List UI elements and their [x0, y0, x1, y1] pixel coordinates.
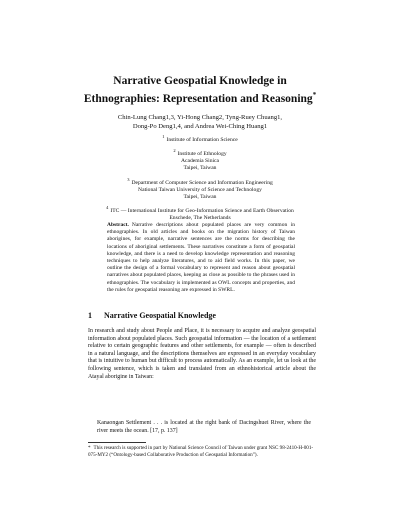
affiliation-4-line-1-text: ITC — International Institute for Geo-Information Science and Earth Observation: [110, 207, 294, 214]
section-heading: [88, 311, 216, 321]
affiliation-3-line-3: Taipei, Taiwan: [183, 193, 217, 200]
footnote-mark: *: [88, 445, 91, 451]
title-line-2-text: Ethnographies: Representation and Reasoning: [83, 92, 313, 105]
affiliation-2-line-3: Taipei, Taiwan: [183, 165, 217, 172]
affiliation-4: [0, 204, 400, 222]
affiliation-4-line-1: [0, 204, 400, 215]
block-quote: Kanaongan Settlement . . . is located at the right bank of Dacingshuei River, where the river meets the ocean. [17, p. 137]: [97, 420, 311, 434]
footnote-divider: [88, 442, 146, 443]
affiliation-1: [0, 133, 400, 144]
affiliation-1-mark: 1: [162, 134, 165, 139]
title-line-2: [0, 88, 400, 106]
affiliation-3: [0, 176, 400, 201]
affiliation-3-line-2: National Taiwan University of Science and Technology: [138, 186, 262, 193]
footnote-text: This research is supported in part by National Science Council of Taiwan under grant NSC 98-2410-H-001-075-MY2 (“Ontology-based Collaborative Production of Geospatial Information”).: [88, 445, 314, 458]
title-line-1: Narrative Geospatial Knowledge in: [113, 75, 287, 87]
body-paragraph: In research and study about People and Place, it is necessary to acquire and analyze geospatial information about populated places. Such geospatial information — the location of a settlement relative to certain geographic features and other settlements, for example — often is described in a natural language, and the descriptions themselves are expressed in an everyday vocabulary that is intuitive to human but difficult to process automatically. As an example, let us look at the following sentence, which is taken and translated from an ethnohistorical article about the Atayal aborigine in Taiwan:: [88, 328, 316, 380]
abstract-text: Narrative descriptions about populated places are very common in ethnographies. In old articles and books on the migration history of Taiwan aborigines, for example, narrative sentences are the norms for describing the locations of aboriginal settlements. These narratives constitute a form of geospatial knowledge, and there is a need to develop knowledge representation and reasoning techniques to help analyze literatures, and to aid field works. In this paper, we outline the design of a formal vocabulary to represent and reason about geospatial narratives about populated places, keeping as close as possible to the phrases used in ethnographies. The vocabulary is implemented as OWL concepts and properties, and the rules for geospatial reasoning are expressed in SWRL.: [107, 222, 295, 293]
footnote: [88, 445, 316, 458]
affiliation-1-line-1-text: Institute of Information Science: [166, 136, 238, 143]
authors-line-2: Dong-Po Deng1,4, and Andrea Wei-Ching Huang1: [132, 123, 268, 130]
affiliation-3-line-1-text: Department of Computer Science and Information Engineering: [131, 179, 273, 186]
affiliations: [0, 133, 400, 225]
authors-line-1: Chin-Lung Chang1,3, Yi-Hong Chang2, Tyng-Ruey Chuang1,: [117, 114, 283, 121]
affiliation-3-line-1: [0, 176, 400, 187]
title-footnote-mark: *: [312, 91, 317, 99]
affiliation-2-line-1: [0, 147, 400, 158]
affiliation-2-mark: 2: [173, 148, 176, 154]
abstract-label: Abstract.: [107, 222, 129, 228]
abstract: [107, 222, 295, 294]
affiliation-4-mark: 4: [106, 205, 109, 210]
section-number: 1: [88, 311, 92, 320]
paper-title: [0, 74, 400, 106]
affiliation-2: [0, 147, 400, 172]
section-title: Narrative Geospatial Knowledge: [104, 311, 216, 320]
affiliation-1-line-1: [0, 133, 400, 144]
affiliation-3-mark: 3: [127, 176, 130, 182]
affiliation-2-line-1-text: Institute of Ethnology: [177, 150, 227, 157]
author-list: [0, 113, 400, 131]
affiliation-4-line-2: Enschede, The Netherlands: [169, 215, 231, 222]
affiliation-2-line-2: Academia Sinica: [180, 158, 220, 165]
